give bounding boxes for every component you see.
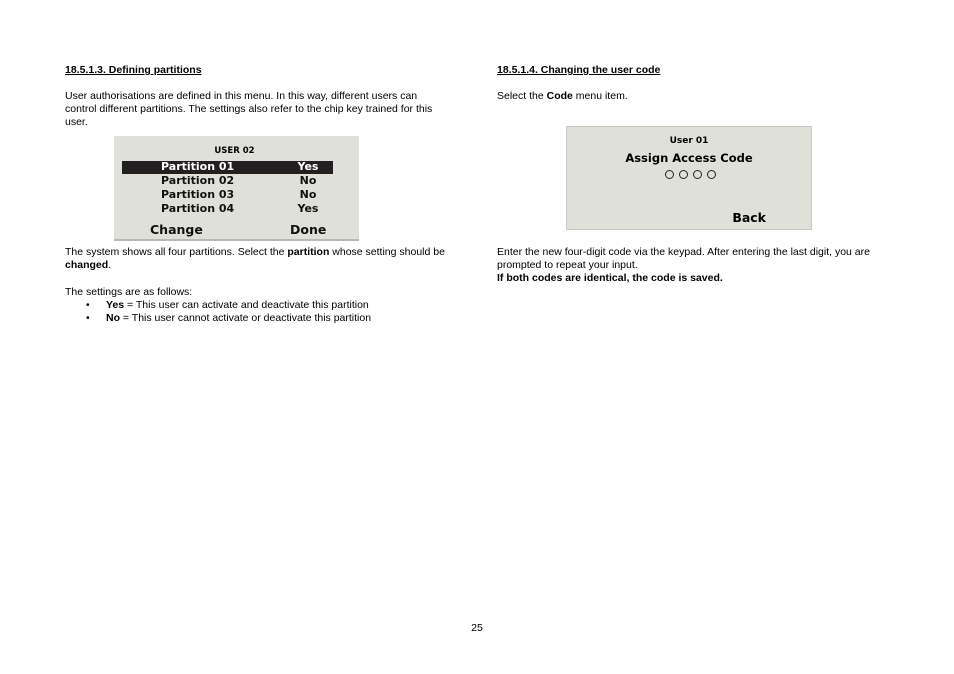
bold-changed: changed bbox=[65, 259, 109, 271]
lcd-access-code-screen bbox=[566, 126, 812, 230]
partition-value: Yes bbox=[297, 202, 319, 215]
code-entry-dots bbox=[665, 170, 721, 180]
bullet-icon: • bbox=[86, 299, 90, 311]
text-run: Select the bbox=[497, 90, 547, 102]
list-item bbox=[65, 299, 455, 312]
code-digit-circle-icon bbox=[665, 170, 674, 179]
list-item bbox=[65, 312, 455, 325]
identical-codes-note: If both codes are identical, the code is saved. bbox=[497, 272, 723, 284]
partition-name: Partition 01 bbox=[161, 160, 235, 173]
lcd-row-partition-04[interactable] bbox=[122, 203, 333, 216]
text-run: The system shows all four partitions. Select the bbox=[65, 246, 288, 258]
option-text: = This user can activate and deactivate this partition bbox=[124, 299, 369, 311]
bold-partition: partition bbox=[287, 246, 330, 258]
text-run: whose setting should be bbox=[329, 246, 445, 258]
partition-value: Yes bbox=[297, 160, 319, 173]
code-digit-circle-icon bbox=[679, 170, 688, 179]
partition-name: Partition 02 bbox=[161, 174, 235, 187]
lcd-partition-screen bbox=[114, 136, 359, 241]
partition-name: Partition 04 bbox=[161, 202, 235, 215]
code-digit-circle-icon bbox=[693, 170, 702, 179]
lcd-row-partition-02[interactable] bbox=[122, 175, 333, 188]
intro-paragraph: User authorisations are defined in this menu. In this way, different users can control different partitions. The settings also refer to the chip key trained for this user. bbox=[65, 90, 433, 128]
done-softkey[interactable]: Done bbox=[290, 222, 327, 237]
settings-intro: The settings are as follows: bbox=[65, 286, 193, 298]
lcd-row-partition-01[interactable] bbox=[122, 161, 333, 174]
back-softkey[interactable]: Back bbox=[732, 210, 766, 225]
page-number: 25 bbox=[471, 622, 483, 634]
partition-value: No bbox=[299, 174, 317, 187]
lcd-assign-code-label: Assign Access Code bbox=[625, 151, 753, 165]
partition-select-paragraph bbox=[65, 246, 450, 272]
lcd-user-label: User 01 bbox=[669, 136, 709, 146]
section-heading-changing-user-code: 18.5.1.4. Changing the user code bbox=[497, 64, 661, 76]
option-label: No bbox=[106, 312, 120, 324]
section-heading-defining-partitions: 18.5.1.3. Defining partitions bbox=[65, 64, 202, 76]
settings-list bbox=[65, 299, 455, 325]
bold-code: Code bbox=[546, 90, 573, 102]
lcd-row-partition-03[interactable] bbox=[122, 189, 333, 202]
lcd-title: USER 02 bbox=[214, 146, 255, 156]
code-digit-circle-icon bbox=[707, 170, 716, 179]
select-code-paragraph bbox=[497, 90, 897, 103]
partition-value: No bbox=[299, 188, 317, 201]
option-text: = This user cannot activate or deactivate this partition bbox=[120, 312, 372, 324]
partition-name: Partition 03 bbox=[161, 188, 235, 201]
bullet-icon: • bbox=[86, 312, 90, 324]
text-run: . bbox=[108, 259, 112, 271]
text-run: menu item. bbox=[572, 90, 628, 102]
option-label: Yes bbox=[106, 299, 125, 311]
change-softkey[interactable]: Change bbox=[150, 222, 203, 237]
enter-code-paragraph: Enter the new four-digit code via the keypad. After entering the last digit, you are prompted to repeat your input. bbox=[497, 246, 870, 271]
